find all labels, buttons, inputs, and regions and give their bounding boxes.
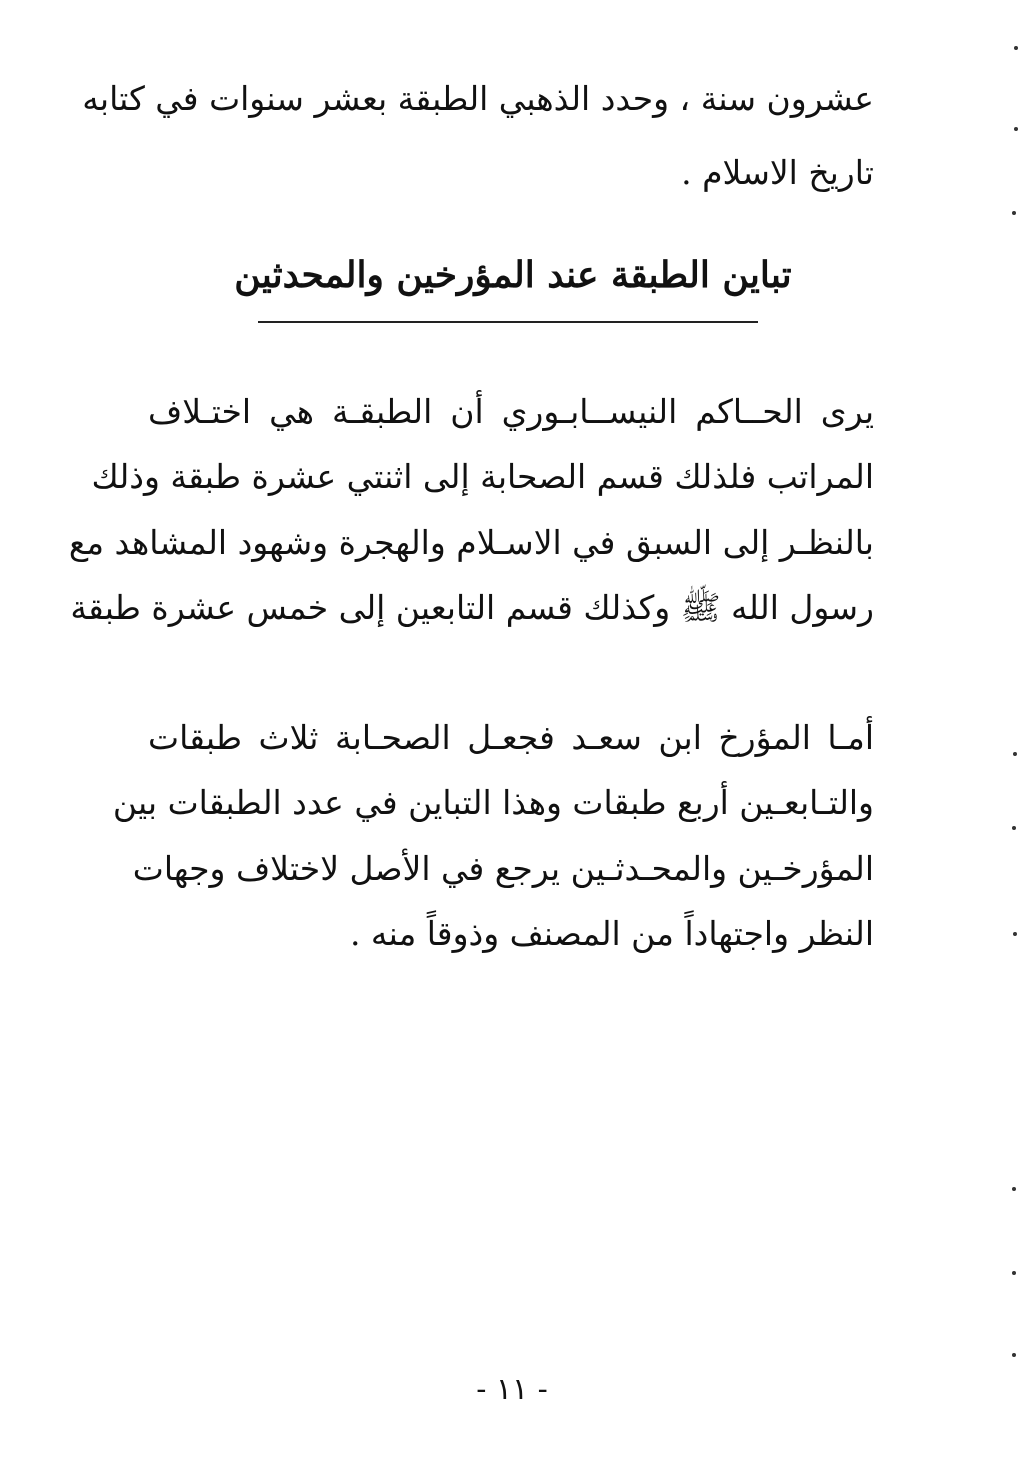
scan-speck <box>1012 826 1016 830</box>
page-number: - ١١ - <box>476 1372 548 1407</box>
text-line: يرى الحــاكم النيســابـوري أن الطبقـة هي اختـلاف <box>148 392 874 431</box>
text-line: رسول الله ﷺ وكذلك قسم التابعين إلى خمس عشرة طبقة <box>70 588 874 627</box>
scan-speck <box>1014 127 1018 131</box>
scan-speck <box>1012 1271 1016 1275</box>
scan-speck <box>1012 211 1016 215</box>
text-line: المؤرخـين والمحـدثـين يرجع في الأصل لاختلاف وجهات <box>132 849 874 888</box>
text-line: النظر واجتهاداً من المصنف وذوقاً منه . <box>349 914 874 953</box>
text-line: تاريخ الاسلام . <box>681 153 874 192</box>
text-line: المراتب فلذلك قسم الصحابة إلى اثنتي عشرة طبقة وذلك <box>91 457 874 496</box>
text-line: والتـابعـين أربع طبقات وهذا التباين في عدد الطبقات بين <box>112 783 874 822</box>
scan-speck <box>1013 752 1017 756</box>
scan-speck <box>1012 1187 1016 1191</box>
scan-speck <box>1014 46 1018 50</box>
text-line: عشرون سنة ، وحدد الذهبي الطبقة بعشر سنوات في كتابه <box>82 79 874 118</box>
text-line: بالنظـر إلى السبق في الاسـلام والهجرة وشهود المشاهد مع <box>68 523 874 562</box>
text-line: أمـا المؤرخ ابن سعـد فجعـل الصحـابة ثلاث طبقات <box>148 718 874 757</box>
heading-underline <box>258 321 758 323</box>
scan-speck <box>1012 1353 1016 1357</box>
section-heading: تباين الطبقة عند المؤرخين والمحدثين <box>234 254 792 296</box>
scan-speck <box>1013 932 1017 936</box>
